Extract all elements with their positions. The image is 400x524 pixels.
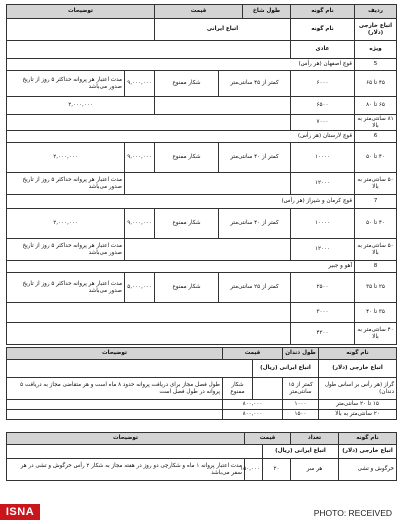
hunting-fee-table-1 xyxy=(6,4,397,345)
species-name: قوچ کرمان و شیراز (هر رأس) xyxy=(7,195,355,209)
blank-cell xyxy=(7,360,253,378)
size-cell: ۲۰ سانتی‌متر به بالا xyxy=(319,410,397,420)
col-tusk: طول دندان xyxy=(283,348,319,360)
price-cell: ۱۰۰۰۰ xyxy=(291,209,355,239)
iranian-price-header: اتباع ایرانی xyxy=(155,19,291,41)
foreign-price-header: اتباع خارجی (دلار) xyxy=(319,360,397,378)
banned-cell: شکار ممنوع xyxy=(155,143,219,173)
isna-logo: ISNA xyxy=(0,504,40,520)
species-subheader: نام گونه xyxy=(291,19,355,41)
note-cell: مدت اعتبار پروانه ۱ ماه و شکارچی دو روز در هفته مجاز به شکار ۲ رأس خرگوش و تشی در هر سفر می‌باشد xyxy=(7,459,245,481)
price-cell: ۳۰۰۰ xyxy=(291,303,355,323)
extra-price: ۲,۰۰۰,۰۰۰ xyxy=(7,143,125,173)
note-cell: مدت اعتبار هر پروانه حداکثر ۵ روز از تاریخ صدور می‌باشد xyxy=(7,173,125,195)
foreign-price: ۱۵۰۰ xyxy=(283,410,319,420)
col-species: نام گونه xyxy=(319,348,397,360)
col-species: نام گونه xyxy=(291,5,355,19)
col-notes: توضیحات xyxy=(7,433,245,445)
col-horn: طول شاخ xyxy=(243,5,291,19)
range-cell: ۴۵ تا ۶۵ xyxy=(355,71,397,97)
foreign-price: ۲۰ xyxy=(263,459,291,481)
price-cell: ۷۰۰۰ xyxy=(291,115,355,131)
species-name: قوچ لارستان (هر رأس) xyxy=(7,131,355,143)
foreign-price: ۱۰۰۰ xyxy=(283,400,319,410)
price-cell: ۱۲۰۰۰ xyxy=(291,239,355,261)
species-name: گراز (هر رأس بر اساس طول دندان) xyxy=(319,378,397,400)
price-cell: ۶۰۰۰ xyxy=(291,71,355,97)
blank-cell xyxy=(155,97,291,115)
iranian-price: ۸۰۰,۰۰۰ xyxy=(223,400,283,410)
range-cell: ۵۰ سانتی‌متر به بالا xyxy=(355,173,397,195)
row-number: 7 xyxy=(355,195,397,209)
species-name: خرگوش و تشی xyxy=(339,459,397,481)
hare-fee-table xyxy=(6,432,397,481)
range-cell: ۸۱ سانتی‌متر به بالا xyxy=(355,115,397,131)
blank-cell xyxy=(7,410,223,420)
foreign-price-header: اتباع خارجی (دلار) xyxy=(355,19,397,41)
row-number: 5 xyxy=(355,59,397,71)
blank-cell xyxy=(7,115,291,131)
size-cell: ۱۵ تا ۲۰ سانتی‌متر xyxy=(319,400,397,410)
blank-cell xyxy=(125,239,291,261)
banned-cell: شکار ممنوع xyxy=(155,209,219,239)
count-cell: هر سر xyxy=(291,459,339,481)
note-cell: مدت اعتبار هر پروانه حداکثر ۵ روز از تاریخ صدور می‌باشد xyxy=(7,71,125,97)
blank-cell xyxy=(7,19,155,41)
note-cell: مدت اعتبار هر پروانه حداکثر ۵ روز از تاریخ صدور می‌باشد xyxy=(7,239,125,261)
blank-cell xyxy=(7,400,223,410)
foreign-price xyxy=(253,378,283,400)
price-cell: ۱۰۰۰۰ xyxy=(291,143,355,173)
limit-cell: کمتر از ۴۰ سانتی‌متر xyxy=(219,209,291,239)
range-cell: ۶۵ تا ۸۰ xyxy=(355,97,397,115)
col-notes: توضیحات xyxy=(7,348,223,360)
blank-cell xyxy=(7,323,291,345)
foreign-price-header: اتباع خارجی (دلار) xyxy=(339,445,397,459)
banned-cell: شکار ممنوع xyxy=(155,273,219,303)
price-cell: ۴۲۰۰ xyxy=(291,323,355,345)
col-price: قیمت xyxy=(155,5,243,19)
blank-cell xyxy=(7,41,291,59)
iranian-price-header: اتباع ایرانی (ریال) xyxy=(263,445,339,459)
note-cell: مدت اعتبار هر پروانه حداکثر ۵ روز از تاریخ صدور می‌باشد xyxy=(7,273,125,303)
price-total: ۵,۰۰۰,۰۰۰ xyxy=(125,273,155,303)
range-cell: ۲۵ تا ۳۵ xyxy=(355,273,397,303)
row-number: 6 xyxy=(355,131,397,143)
blank-cell xyxy=(7,303,291,323)
price-total: ۹,۰۰۰,۰۰۰ xyxy=(125,209,155,239)
col-row: ردیف xyxy=(355,5,397,19)
range-cell: ۴۰ تا ۵۰ xyxy=(355,143,397,173)
note-cell: طول فصل مجاز برای دریافت پروانه حدود ۸ ماه است و هر متقاضی مجاز به دریافت ۵ پروانه در طول فصل است xyxy=(7,378,223,400)
blank-cell xyxy=(125,173,291,195)
col-count: تعداد xyxy=(291,433,339,445)
iranian-price: ۸۰۰,۰۰۰ xyxy=(223,410,283,420)
species-name: قوچ اصفهان (هر رأس) xyxy=(7,59,355,71)
blank-cell xyxy=(7,445,263,459)
price-cell: ۱۲۰۰۰ xyxy=(291,173,355,195)
limit-cell: کمتر از ۴۵ سانتی‌متر xyxy=(219,71,291,97)
banned-cell: شکار ممنوع xyxy=(223,378,253,400)
vizhe-label: ویژه xyxy=(355,41,397,59)
iranian-price-header: اتباع ایرانی (ریال) xyxy=(253,360,319,378)
price-total: ۹,۰۰۰,۰۰۰ xyxy=(125,143,155,173)
adi-label: عادی xyxy=(291,41,355,59)
range-cell: ۴۰ سانتی‌متر به بالا xyxy=(355,323,397,345)
range-cell: ۵۰ سانتی‌متر به بالا xyxy=(355,239,397,261)
row-number: 8 xyxy=(355,261,397,273)
banned-cell: شکار ممنوع xyxy=(155,71,219,97)
col-species: نام گونه xyxy=(339,433,397,445)
size-cell: کمتر از ۱۵ سانتی‌متر xyxy=(283,378,319,400)
price-cell: ۶۵۰۰ xyxy=(291,97,355,115)
col-price: قیمت xyxy=(223,348,283,360)
boar-fee-table xyxy=(6,347,397,420)
limit-cell: کمتر از ۲۵ سانتی‌متر xyxy=(219,273,291,303)
price-cell: ۲۵۰۰ xyxy=(291,273,355,303)
range-cell: ۴۰ تا ۵۰ xyxy=(355,209,397,239)
range-cell: ۳۵ تا ۴۰ xyxy=(355,303,397,323)
price-total: ۹,۰۰۰,۰۰۰ xyxy=(125,71,155,97)
limit-cell: کمتر از ۴۰ سانتی‌متر xyxy=(219,143,291,173)
extra-price: ۲,۰۰۰,۰۰۰ xyxy=(7,209,125,239)
col-notes: توضیحات xyxy=(7,5,155,19)
photo-credit: PHOTO: RECEIVED xyxy=(313,508,392,518)
iranian-price: ۱۵۰,۰۰۰ xyxy=(245,459,263,481)
extra-price: ۲,۰۰۰,۰۰۰ xyxy=(7,97,155,115)
col-price: قیمت xyxy=(245,433,291,445)
species-name: آهو و جبیر xyxy=(7,261,355,273)
